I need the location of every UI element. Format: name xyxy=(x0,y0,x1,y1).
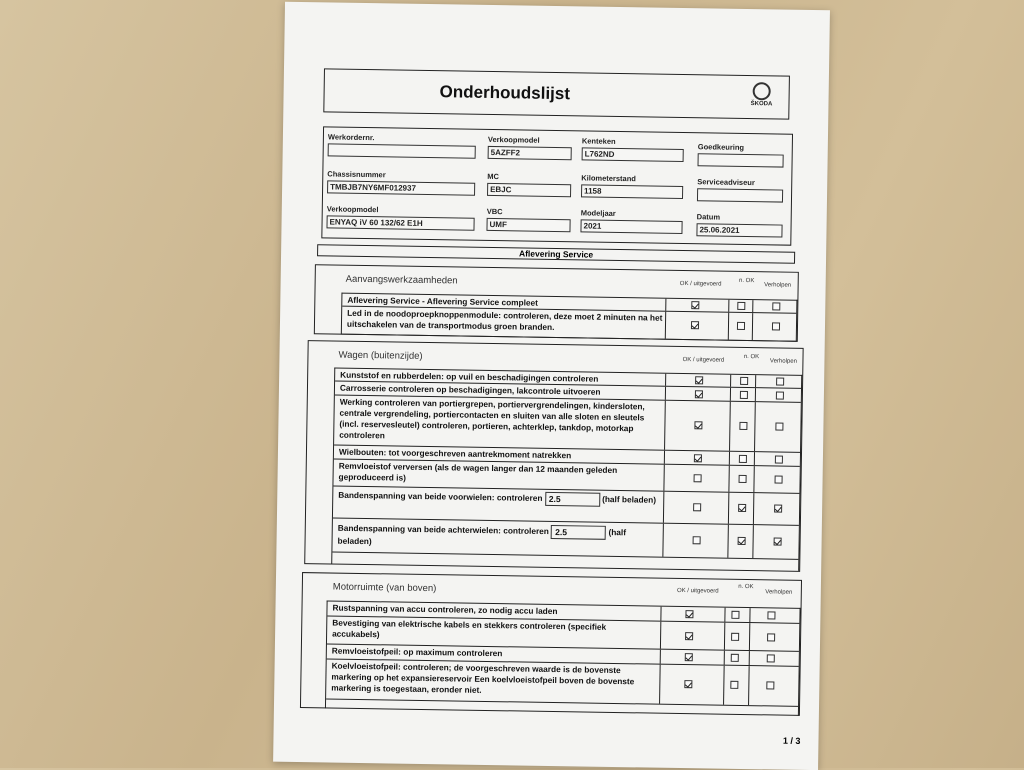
nok-checkbox[interactable] xyxy=(730,681,738,689)
nok-checkbox[interactable] xyxy=(739,475,747,483)
fix-checkbox[interactable] xyxy=(767,611,775,619)
rear-pressure-input[interactable]: 2.5 xyxy=(551,525,606,540)
fix-checkbox[interactable] xyxy=(772,302,780,310)
nok-checkbox[interactable] xyxy=(738,504,746,512)
nok-checkbox[interactable] xyxy=(739,422,747,430)
fix-checkbox[interactable] xyxy=(776,391,784,399)
nok-checkbox[interactable] xyxy=(731,633,739,641)
ok-checkbox[interactable] xyxy=(685,632,693,640)
skoda-logo xyxy=(744,82,778,108)
ok-checkbox[interactable] xyxy=(691,321,699,329)
col-nok-header: n. OK xyxy=(743,353,760,361)
col-ok-header: OK / uitgevoerd xyxy=(679,280,722,288)
nok-checkbox[interactable] xyxy=(740,391,748,399)
table-row: Koelvloeistofpeil: controleren; de voorgeschreven waarde is de bovenste markering op het expansiereservoir Een koelvloeistofpeil boven de bovenste markering is toegestaan, eronder niet. xyxy=(326,659,799,706)
table-row: Kunststof en rubberdelen: op vuil en beschadigingen controleren xyxy=(335,369,801,389)
table-row: Aflevering Service - Aflevering Service compleet xyxy=(342,294,796,314)
rows-section-2 xyxy=(331,368,802,571)
vehicle-info xyxy=(321,126,793,245)
nok-checkbox[interactable] xyxy=(738,537,746,545)
table-row: Bevestiging van elektrische kabels en stekkers controleren (specifiek accukabels) xyxy=(327,616,799,651)
ok-checkbox[interactable] xyxy=(685,610,693,618)
table-row: Bandenspanning van beide achterwielen: controleren 2.5 (half beladen) xyxy=(332,519,798,560)
field-verkoopmodel: Verkoopmodel 5AZFF2 xyxy=(488,135,572,160)
col-nok-header: n. OK xyxy=(738,277,755,285)
field-chassisnummer: Chassisnummer TMBJB7NY6MF012937 xyxy=(327,169,475,195)
fix-checkbox[interactable] xyxy=(767,633,775,641)
table-row: Bandenspanning van beide voorwielen: controleren 2.5 (half beladen) xyxy=(333,487,799,526)
checklist-sheet xyxy=(273,2,830,770)
section-title: Wagen (buitenzijde) xyxy=(338,349,423,362)
field-modeljaar: Modeljaar 2021 xyxy=(580,208,682,234)
nok-checkbox[interactable] xyxy=(740,377,748,385)
table-row: Remvloeistof verversen (als de wagen langer dan 12 maanden geleden geproduceerd is) xyxy=(333,460,799,494)
nok-checkbox[interactable] xyxy=(737,322,745,330)
table-row: Wielbouten: tot voorgeschreven aantrekmoment natrekken xyxy=(334,446,800,467)
fix-checkbox[interactable] xyxy=(775,455,783,463)
col-fix-header: Verholpen xyxy=(769,358,798,365)
fix-checkbox[interactable] xyxy=(774,504,782,512)
table-row: Carrosserie controleren op beschadigingen, lakcontrole uitvoeren xyxy=(335,382,801,403)
field-kenteken: Kenteken L762ND xyxy=(582,136,684,162)
fix-checkbox[interactable] xyxy=(775,475,783,483)
col-ok-header: OK / uitgevoerd xyxy=(676,587,719,595)
field-mc: MC EBJC xyxy=(487,172,571,197)
page-number: 1 / 3 xyxy=(782,735,801,746)
fix-checkbox[interactable] xyxy=(767,654,775,662)
col-fix-header: Verholpen xyxy=(765,589,793,596)
col-ok-header: OK / uitgevoerd xyxy=(682,357,725,364)
section-title: Aanvangswerkzaamheden xyxy=(345,273,458,287)
section-motorruimte xyxy=(300,572,802,716)
table-row: Remvloeistofpeil: op maximum controleren xyxy=(327,644,799,666)
field-vbc: VBC UMF xyxy=(486,207,570,232)
ok-checkbox[interactable] xyxy=(695,376,703,384)
table-row: Werking controleren van portiergrepen, portiervergrendelingen, kindersloten, centrale vergrendeling, portiercontacten en sluiten van alle sloten en sleutels (incl. reservesleutel) controleren, portieren, achterklep, tankdop, motorkap controleren xyxy=(334,396,801,453)
ok-checkbox[interactable] xyxy=(691,301,699,309)
section-aanvangswerkzaamheden xyxy=(314,264,799,342)
ok-checkbox[interactable] xyxy=(684,680,692,688)
field-verkoopmodel-naam: Verkoopmodel ENYAQ iV 60 132/62 E1H xyxy=(326,204,474,230)
service-title: Aflevering Service xyxy=(317,244,795,264)
front-pressure-input[interactable]: 2.5 xyxy=(545,492,600,507)
field-datum: Datum 25.06.2021 xyxy=(696,212,782,237)
field-serviceadviseur: Serviceadviseur xyxy=(697,177,783,202)
table-row: Led in de noodoproepknoppenmodule: controleren, deze moet 2 minuten na het uitschakelen van de transportmodus groen branden. xyxy=(342,307,796,342)
ok-checkbox[interactable] xyxy=(693,536,701,544)
nok-checkbox[interactable] xyxy=(737,302,745,310)
ok-checkbox[interactable] xyxy=(694,421,702,429)
nok-checkbox[interactable] xyxy=(739,455,747,463)
field-werkordernr: Werkordernr. xyxy=(328,132,476,158)
ok-checkbox[interactable] xyxy=(695,390,703,398)
nok-checkbox[interactable] xyxy=(731,654,739,662)
page-title: Onderhoudslijst xyxy=(439,82,571,104)
rows-section-3 xyxy=(325,600,801,715)
section-title: Motorruimte (van boven) xyxy=(332,581,437,595)
section-wagen-buitenzijde xyxy=(304,340,803,572)
fix-checkbox[interactable] xyxy=(775,422,783,430)
brand-text: ŠKODA xyxy=(750,101,773,108)
nok-checkbox[interactable] xyxy=(731,611,739,619)
fix-checkbox[interactable] xyxy=(774,537,782,545)
ok-checkbox[interactable] xyxy=(694,454,702,462)
rows-section-1 xyxy=(341,293,798,342)
field-kilometerstand: Kilometerstand 1158 xyxy=(581,173,683,199)
fix-checkbox[interactable] xyxy=(772,322,780,330)
col-fix-header: Verholpen xyxy=(764,282,792,289)
title-box xyxy=(323,68,790,119)
skoda-logo-icon xyxy=(753,82,771,100)
ok-checkbox[interactable] xyxy=(694,474,702,482)
col-nok-header: n. OK xyxy=(738,583,754,591)
fix-checkbox[interactable] xyxy=(766,681,774,689)
field-goedkeuring: Goedkeuring xyxy=(698,142,784,167)
ok-checkbox[interactable] xyxy=(685,653,693,661)
ok-checkbox[interactable] xyxy=(693,503,701,511)
table-row: Rustspanning van accu controleren, zo nodig accu laden xyxy=(327,601,799,623)
fix-checkbox[interactable] xyxy=(776,377,784,385)
